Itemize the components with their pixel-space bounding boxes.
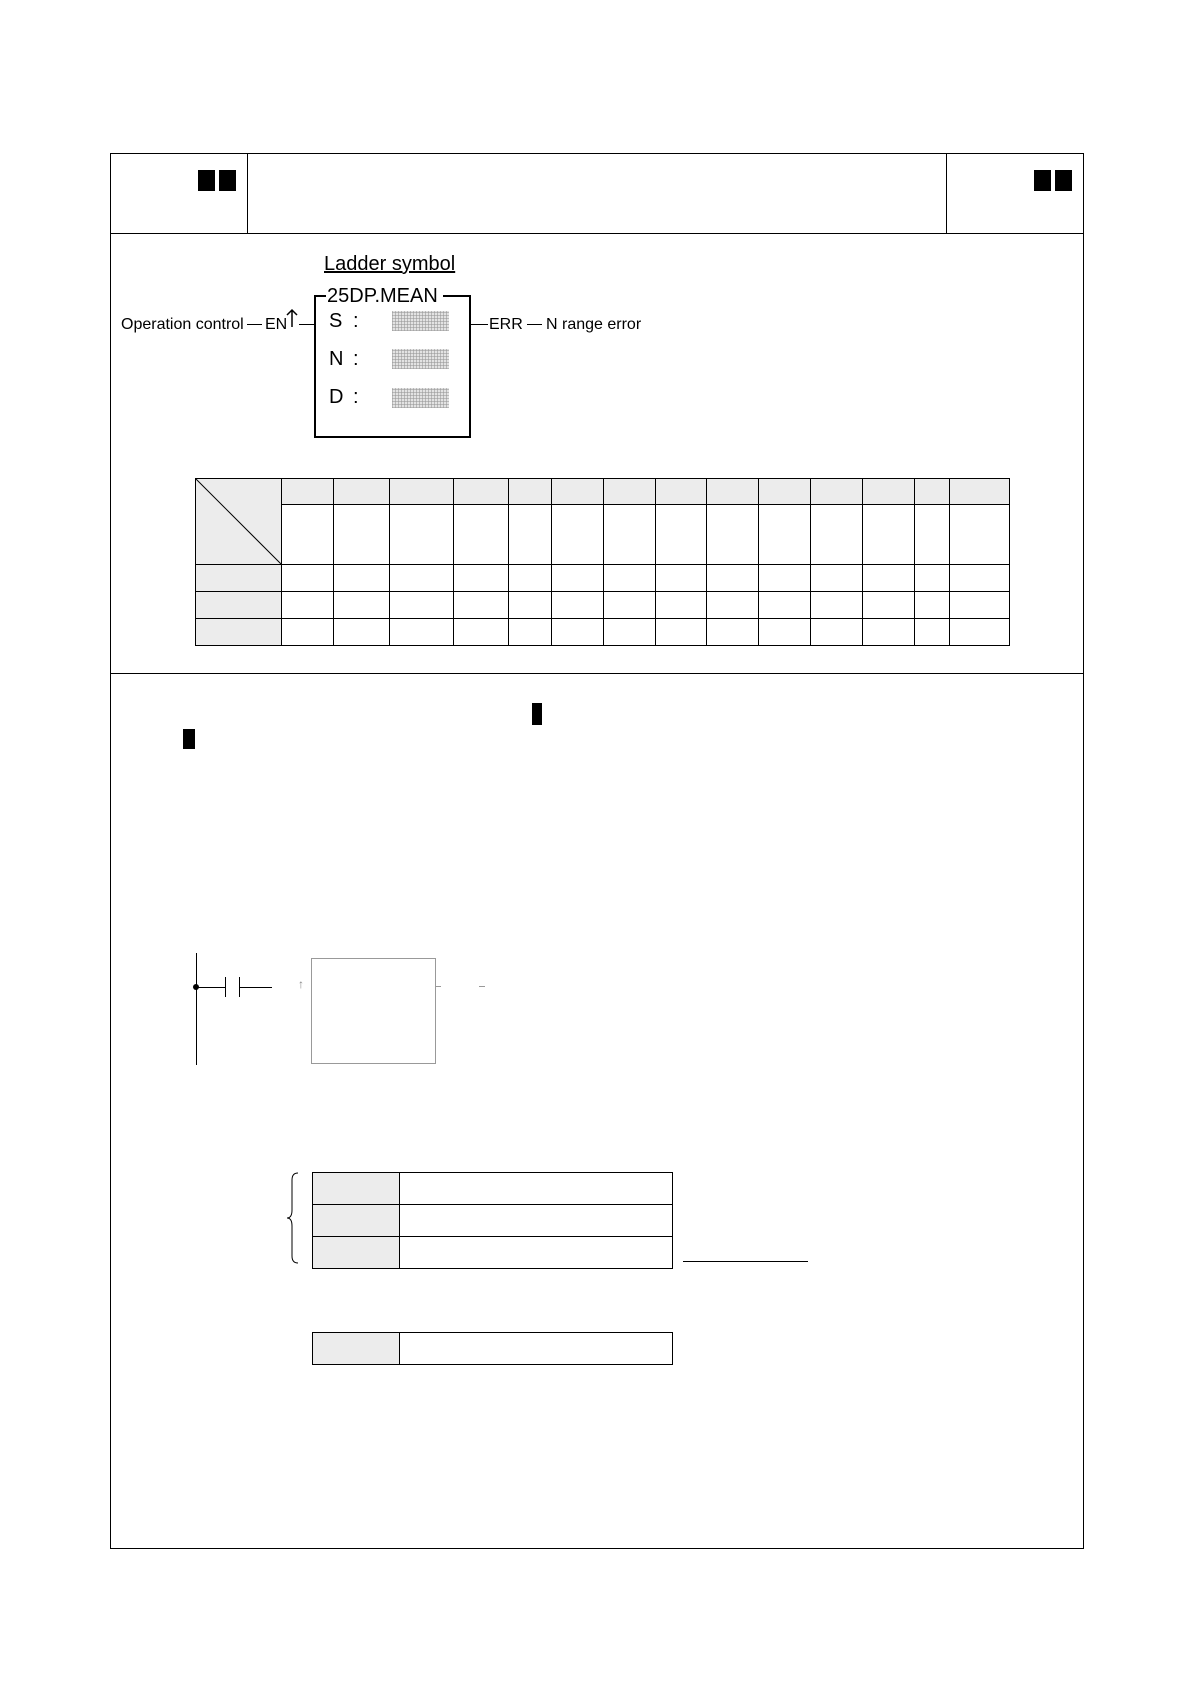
err-wire (471, 324, 488, 325)
table-row (313, 1173, 673, 1205)
table-subheader-cell (707, 505, 759, 565)
table-cell (915, 619, 950, 646)
table-subheader-cell (950, 505, 1010, 565)
table-subheader-cell (604, 505, 656, 565)
rising-edge-icon (286, 308, 298, 328)
table-cell (759, 619, 811, 646)
table-cell (604, 592, 656, 619)
operand-sep-n: : (353, 348, 359, 370)
header-right-divider (946, 153, 947, 233)
table-row (196, 592, 1010, 619)
table-cell (509, 565, 552, 592)
table-subheader-cell (454, 505, 509, 565)
table-header-cell (552, 479, 604, 505)
table-header-cell (656, 479, 707, 505)
table-cell (759, 565, 811, 592)
table-cell (282, 592, 334, 619)
table-header-cell (950, 479, 1010, 505)
operand-label-d: D (329, 386, 344, 408)
table-subheader-cell (552, 505, 604, 565)
source-data-table (312, 1172, 673, 1269)
instruction-box-top-left (314, 295, 326, 297)
rung-wire-2 (240, 987, 272, 988)
header-right-glyph-1 (1034, 170, 1051, 191)
table-cell (334, 619, 390, 646)
table-row-header (196, 592, 282, 619)
section-divider (110, 673, 1084, 674)
table-cell (950, 619, 1010, 646)
operation-control-wire (247, 324, 262, 325)
table-cell (811, 565, 863, 592)
header-right-glyph-2 (1055, 170, 1072, 191)
ladder-caption: Ladder symbol (324, 253, 456, 275)
table-cell (334, 565, 390, 592)
table-row (313, 1205, 673, 1237)
header-left-divider (247, 153, 248, 233)
table-cell (282, 565, 334, 592)
table-header-cell (811, 479, 863, 505)
explanation-marker-1 (532, 703, 542, 725)
table-cell (759, 592, 811, 619)
table-cell (509, 592, 552, 619)
example-output-tick (436, 986, 441, 987)
operand-label-n: N (329, 348, 344, 370)
table-subheader-cell (915, 505, 950, 565)
table-cell (390, 619, 454, 646)
operand-sep-s: : (353, 310, 359, 332)
table-subheader-cell (811, 505, 863, 565)
table-cell (863, 592, 915, 619)
table-cell (863, 619, 915, 646)
table-row-header (196, 565, 282, 592)
table-cell (509, 619, 552, 646)
table-header-cell (707, 479, 759, 505)
table-cell (552, 592, 604, 619)
table-row (196, 619, 1010, 646)
table-subheader-cell (863, 505, 915, 565)
table-cell (454, 619, 509, 646)
table-cell (915, 565, 950, 592)
instruction-box-top-right (443, 295, 471, 297)
header-left-glyph-1 (198, 170, 215, 191)
table-row-header (313, 1333, 400, 1365)
en-label: EN (265, 316, 288, 333)
left-power-rail (196, 953, 197, 1065)
table-cell (282, 619, 334, 646)
operand-slot-s (392, 311, 449, 331)
operand-sep-d: : (353, 386, 359, 408)
table-row (313, 1333, 673, 1365)
table-cell (656, 565, 707, 592)
table-header-cell (759, 479, 811, 505)
operand-label-s: S (329, 310, 343, 332)
average-fraction-line (683, 1261, 808, 1262)
err-description: N range error (546, 316, 642, 333)
table-row-header (313, 1173, 400, 1205)
table-cell (707, 619, 759, 646)
table-cell (400, 1173, 673, 1205)
table-header-cell (282, 479, 334, 505)
table-header-cell (604, 479, 656, 505)
err-desc-wire (527, 324, 542, 325)
table-cell (707, 565, 759, 592)
explanation-marker-2 (183, 729, 195, 749)
table-header-row (196, 479, 1010, 505)
table-row (313, 1237, 673, 1269)
table-cell (552, 619, 604, 646)
table-cell (811, 592, 863, 619)
operand-table (195, 478, 1010, 646)
header-left-glyph-2 (219, 170, 236, 191)
err-label: ERR (489, 316, 523, 333)
rung-wire-1 (196, 987, 225, 988)
table-cell (400, 1333, 673, 1365)
table-cell (656, 592, 707, 619)
header-divider (110, 233, 1084, 234)
source-brace-icon (286, 1172, 300, 1264)
result-data-table (312, 1332, 673, 1365)
table-header-cell (863, 479, 915, 505)
table-header-cell (390, 479, 454, 505)
table-subheader-cell (509, 505, 552, 565)
table-cell (950, 565, 1010, 592)
table-cell (454, 592, 509, 619)
operation-control-label: Operation control (121, 316, 244, 333)
table-cell (552, 565, 604, 592)
table-subheader-cell (759, 505, 811, 565)
example-output-tick-2 (479, 986, 485, 987)
table-cell (604, 565, 656, 592)
example-rising-edge-icon: ↑ (298, 977, 304, 991)
table-subheader-cell (282, 505, 334, 565)
example-instruction-box (311, 958, 436, 1064)
table-header-cell (915, 479, 950, 505)
table-row-header (313, 1237, 400, 1269)
table-cell (656, 619, 707, 646)
table-header-cell (454, 479, 509, 505)
table-subheader-cell (334, 505, 390, 565)
table-cell (950, 592, 1010, 619)
table-header-cell (334, 479, 390, 505)
table-subheader-row (196, 505, 1010, 565)
table-header-cell (509, 479, 552, 505)
table-subheader-cell (390, 505, 454, 565)
instruction-name: 25DP.MEAN (327, 285, 438, 307)
table-cell (604, 619, 656, 646)
contact-left-plate (225, 977, 226, 997)
table-cell (400, 1205, 673, 1237)
table-row-header (313, 1205, 400, 1237)
table-cell (915, 592, 950, 619)
table-cell (390, 592, 454, 619)
table-row (196, 565, 1010, 592)
table-cell (334, 592, 390, 619)
table-cell (390, 565, 454, 592)
table-cell (863, 565, 915, 592)
en-wire (299, 324, 314, 325)
table-cell (400, 1237, 673, 1269)
table-cell (811, 619, 863, 646)
operand-slot-d (392, 388, 449, 408)
table-cell (707, 592, 759, 619)
table-cell (454, 565, 509, 592)
table-subheader-cell (656, 505, 707, 565)
operand-slot-n (392, 349, 449, 369)
table-corner-cell (196, 479, 282, 565)
table-row-header (196, 619, 282, 646)
